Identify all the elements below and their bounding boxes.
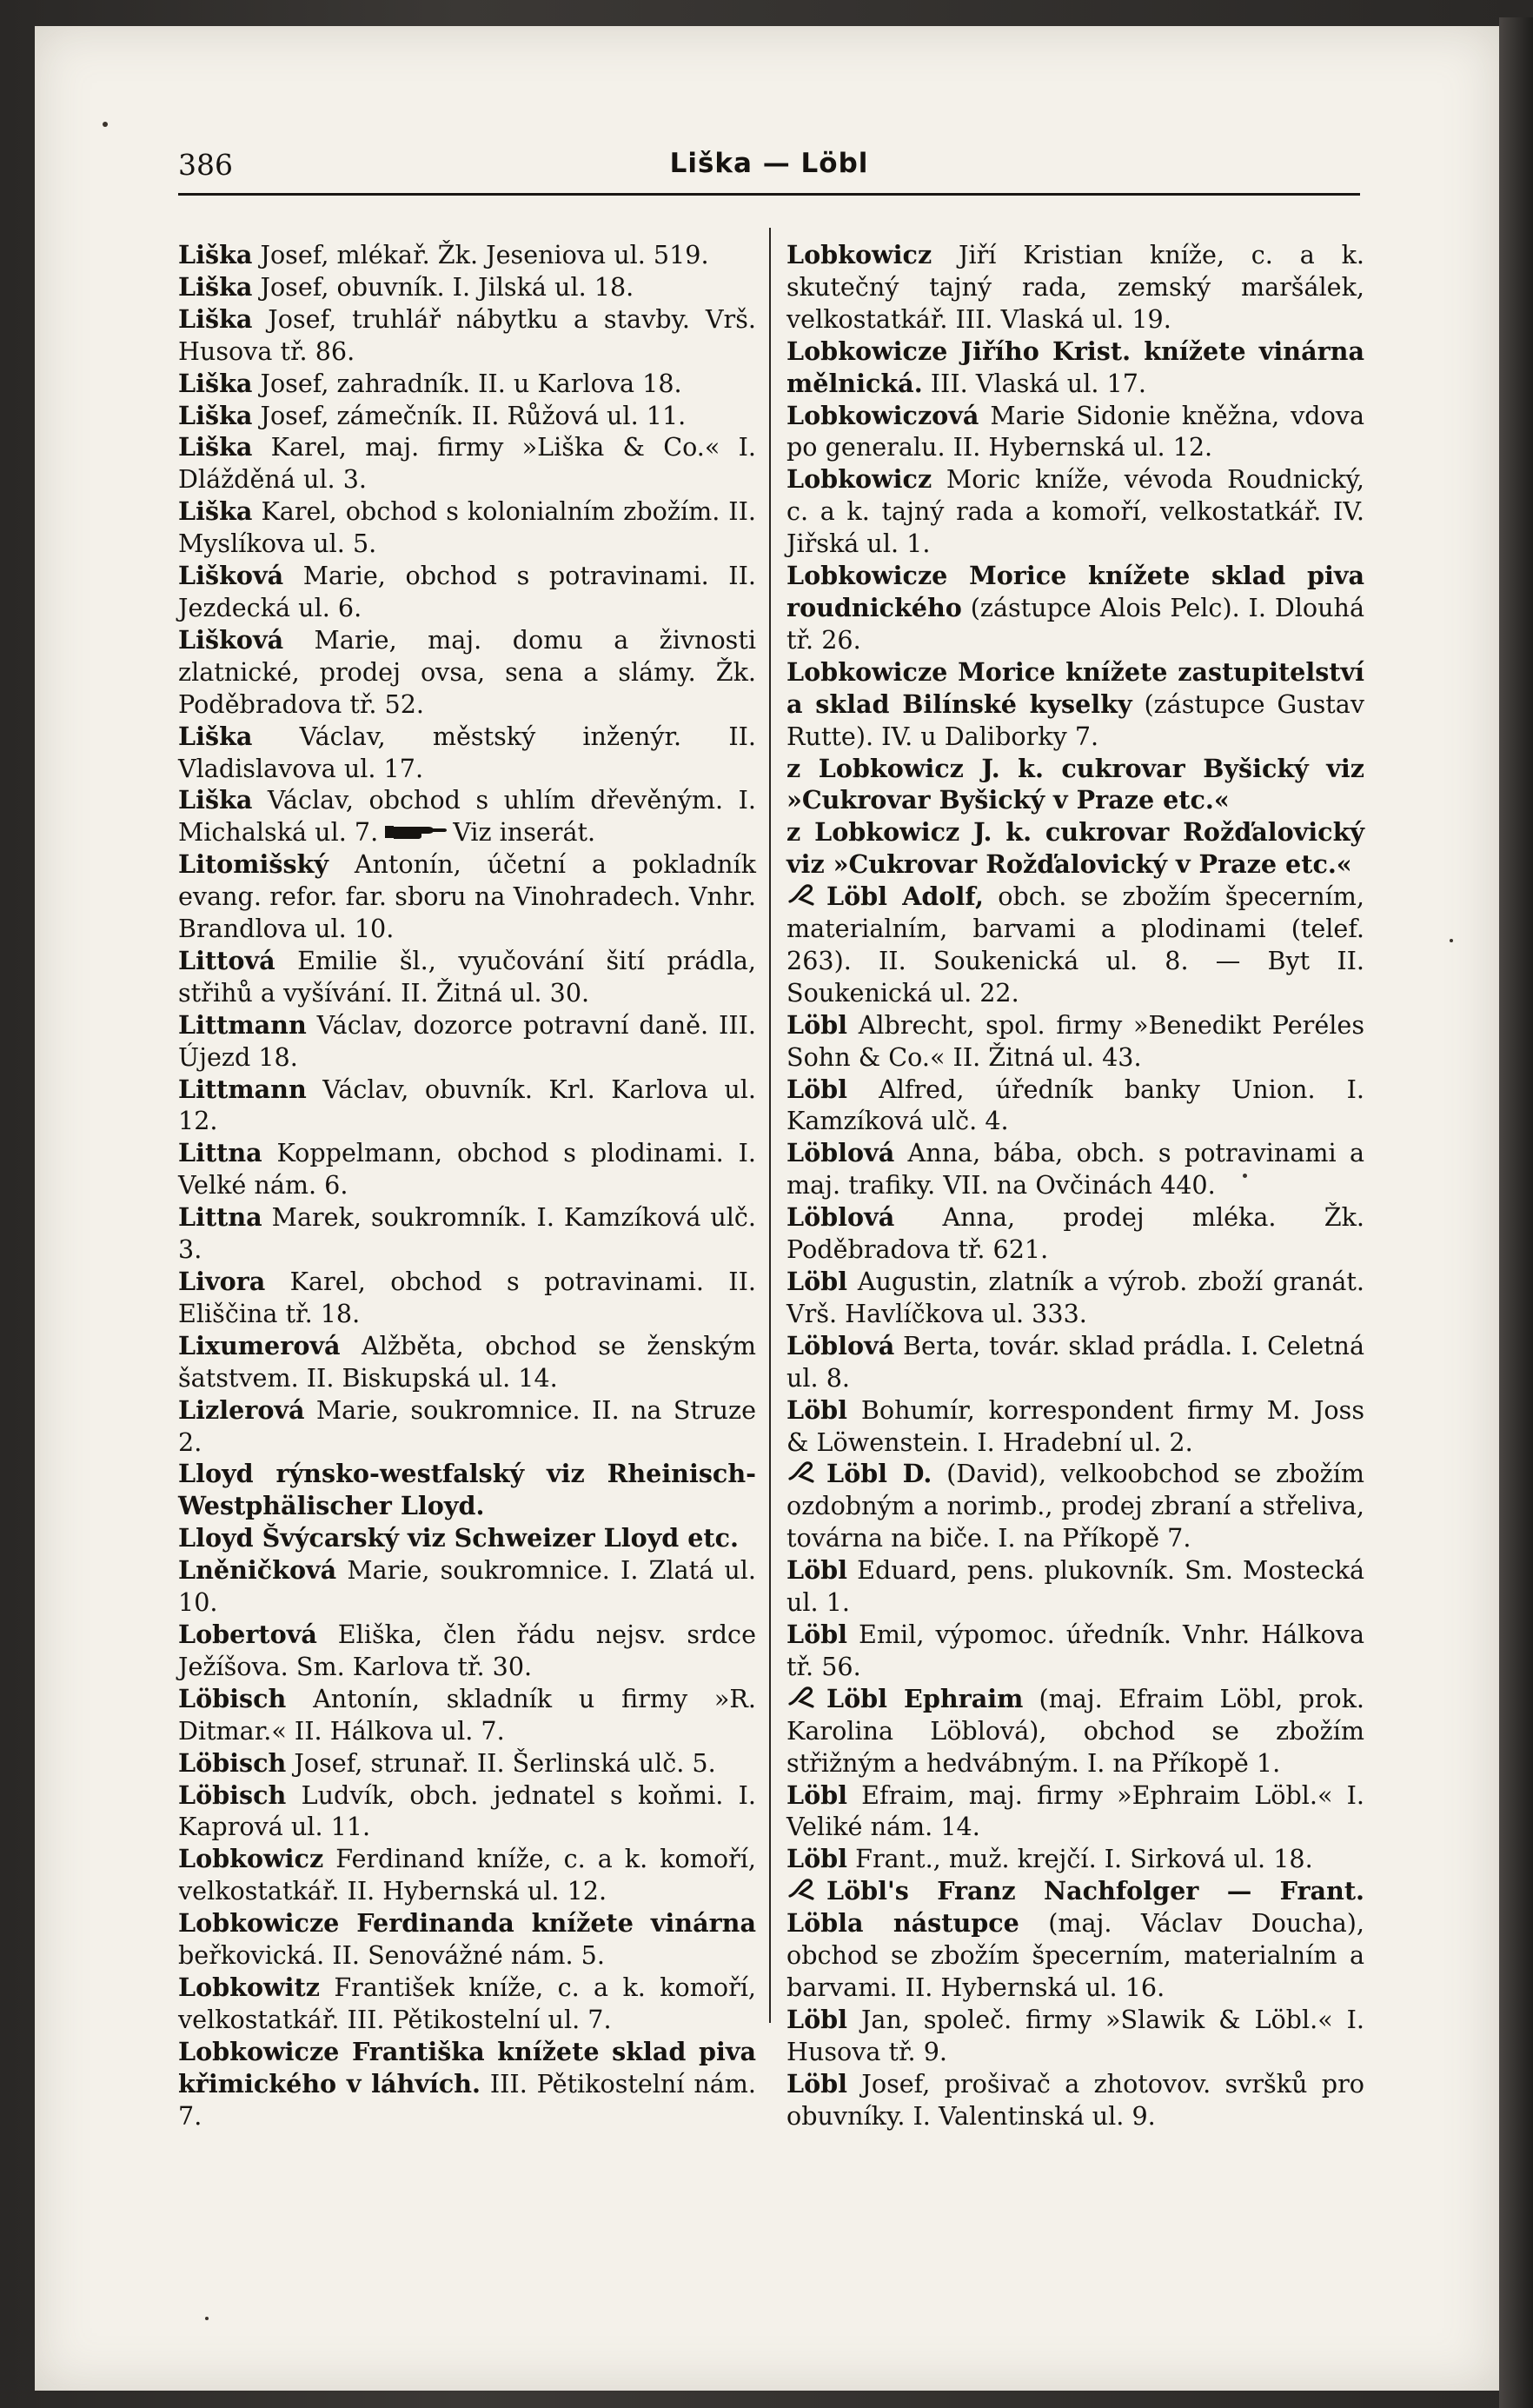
paper-speck xyxy=(103,122,108,127)
directory-entry xyxy=(178,1137,756,1201)
directory-entry xyxy=(786,1009,1364,1074)
entry-name: Löbl xyxy=(786,1009,848,1040)
entry-name: Lobkowicze Františka knížete sklad piva křimického v láhvích. xyxy=(178,2036,756,2099)
entry-details: Albrecht, spol. firmy »Benedikt Peréles Sohn & Co.« II. Žitná ul. 43. xyxy=(786,1009,1364,1072)
directory-entry xyxy=(786,463,1364,560)
entry-details: Karel, maj. firmy »Liška & Co.« I. Dlážděná ul. 3. xyxy=(178,432,756,495)
entry-details: (maj. Václav Doucha), obchod se zbožím špecerním, materialním a barvami. II. Hybernská ul. 16. xyxy=(786,1908,1364,2002)
entry-name: Löbl D. xyxy=(826,1459,932,1489)
paper-speck xyxy=(205,2317,209,2320)
directory-entry xyxy=(178,1619,756,1683)
entry-details: Marie, soukromnice. II. na Struze 2. xyxy=(178,1394,756,1457)
directory-entry xyxy=(786,1458,1364,1554)
directory-entry xyxy=(178,368,756,400)
entry-name: Lobkowicz xyxy=(786,464,932,495)
entry-details: Václav, obchod s uhlím dřevěným. I. Michalská ul. 7. xyxy=(178,785,756,848)
directory-entry xyxy=(786,1779,1364,1844)
entry-name: Lloyd rýnsko-westfalský viz Rheinisch-Westphälischer Lloyd. xyxy=(178,1459,756,1521)
entry-name: Liška xyxy=(178,303,253,334)
directory-entry xyxy=(786,1394,1364,1459)
directory-entry xyxy=(178,1907,756,1972)
entry-name: Liška xyxy=(178,368,253,398)
entry-name: Liška xyxy=(178,496,253,527)
entry-name: Löbl Ephraim xyxy=(826,1683,1024,1713)
trade-mark-icon xyxy=(786,1460,821,1486)
entry-details: Moric kníže, vévoda Roudnický, c. a k. tajný rada a komoří, velkostatkář. IV. Jiřská ul. 1. xyxy=(786,464,1364,559)
entry-details: Ferdinand kníže, c. a k. komoří, velkostatkář. II. Hybernská ul. 12. xyxy=(178,1844,756,1906)
directory-entry xyxy=(178,784,756,848)
directory-entry xyxy=(178,1074,756,1138)
entry-details: Josef, zámečník. II. Růžová ul. 11. xyxy=(252,400,687,430)
entry-name: Lobkowicze Jiřího Krist. knížete vinárna mělnická. xyxy=(786,336,1364,398)
directory-entry xyxy=(178,1009,756,1074)
entry-details: Josef, strunař. II. Šerlinská ulč. 5. xyxy=(286,1747,716,1778)
entry-details: Bohumír, korrespondent firmy M. Joss & Löwenstein. I. Hradební ul. 2. xyxy=(786,1394,1364,1457)
entry-details: Václav, městský inženýr. II. Vladislavova ul. 17. xyxy=(178,721,756,783)
entry-name: Lobkowiczová xyxy=(786,400,979,430)
entry-name: Lišková xyxy=(178,561,284,591)
directory-entry xyxy=(178,1843,756,1907)
directory-entry xyxy=(178,1266,756,1330)
entry-details: Karel, obchod s kolonialním zbožím. II. Myslíkova ul. 5. xyxy=(178,496,756,559)
entry-name: Liška xyxy=(178,721,253,751)
directory-entry xyxy=(178,624,756,721)
entry-name: Lobkowicz xyxy=(178,1844,324,1874)
entry-name: Liška xyxy=(178,240,253,269)
entry-name: Löbl xyxy=(786,1074,848,1104)
entry-details: Marie, soukromnice. I. Zlatá ul. 10. xyxy=(178,1555,756,1618)
entry-details: Jiří Kristian kníže, c. a k. skutečný tajný rada, zemský maršálek, velkostatkář. III. Vlaská ul. 19. xyxy=(786,240,1364,334)
directory-entry xyxy=(786,881,1364,1009)
advert-reference: Viz inserát. xyxy=(453,817,596,848)
entry-name: Löbl xyxy=(786,1619,848,1649)
entry-details: Václav, obuvník. Krl. Karlova ul. 12. xyxy=(178,1074,756,1136)
entry-details: Josef, zahradník. II. u Karlova 18. xyxy=(252,368,682,398)
entry-name: Lixumerová xyxy=(178,1330,341,1360)
trade-mark-icon xyxy=(786,1685,821,1711)
entry-details: Eduard, pens. plukovník. Sm. Mostecká ul. 1. xyxy=(786,1555,1364,1618)
entry-details: Josef, mlékař. Žk. Jeseniova ul. 519. xyxy=(252,240,709,269)
entry-name: Liška xyxy=(178,400,253,430)
entry-details: Ludvík, obch. jednatel s koňmi. I. Kaprová ul. 11. xyxy=(178,1779,756,1842)
directory-entry xyxy=(786,1619,1364,1683)
directory-entry xyxy=(178,431,756,496)
left-column xyxy=(178,239,756,2132)
entry-name: Lobkowicz xyxy=(786,240,932,269)
directory-entry xyxy=(786,656,1364,753)
entry-details: Koppelmann, obchod s plodinami. I. Velké nám. 6. xyxy=(178,1138,756,1201)
directory-entry xyxy=(178,271,756,303)
entry-details: František kníže, c. a k. komoří, velkostatkář. III. Pětikostelní ul. 7. xyxy=(178,1972,756,2034)
entry-details: Antonín, skladník u firmy »R. Ditmar.« II. Hálkova ul. 7. xyxy=(178,1683,756,1746)
entry-details: Václav, dozorce potravní daně. III. Újezd 18. xyxy=(178,1009,756,1072)
page-header xyxy=(178,139,1360,191)
entry-details: Marie Sidonie kněžna, vdova po generalu. II. Hybernská ul. 12. xyxy=(786,400,1364,462)
entry-details: viz »Cukrovar Rožďalovický v Praze etc.« xyxy=(786,849,1352,880)
entry-details: (zástupce Alois Pelc). I. Dlouhá tř. 26. xyxy=(786,592,1364,655)
entry-name: Lloyd Švýcarský viz Schweizer Lloyd etc. xyxy=(178,1523,739,1553)
trade-mark-icon xyxy=(786,1877,821,1903)
entry-name: Löbl xyxy=(786,2004,848,2034)
entry-name: Littová xyxy=(178,945,275,975)
pointing-hand-icon xyxy=(383,819,448,841)
entry-name: Livora xyxy=(178,1267,266,1296)
directory-entry xyxy=(178,1522,756,1554)
directory-entry xyxy=(786,1137,1364,1201)
directory-entry xyxy=(786,1330,1364,1394)
entry-details: Berta, továr. sklad prádla. I. Celetná ul. 8. xyxy=(786,1330,1364,1393)
entry-details: Augustin, zlatník a výrob. zboží granát. Vrš. Havlíčkova ul. 333. xyxy=(786,1267,1364,1328)
entry-details: Karel, obchod s potravinami. II. Eliščina tř. 18. xyxy=(178,1267,756,1328)
directory-entry xyxy=(786,239,1364,336)
directory-entry xyxy=(178,400,756,432)
entry-name: Löbl's Franz Nachfolger — Frant. Löbla nástupce xyxy=(786,1876,1364,1939)
directory-entry xyxy=(786,2068,1364,2132)
entry-details: Frant., muž. krejčí. I. Sirková ul. 18. xyxy=(847,1844,1313,1874)
entry-name: Lobkowicze Morice knížete sklad piva roudnického xyxy=(786,561,1364,622)
entry-details: Anna, bába, obch. s potravinami a maj. trafiky. VII. na Ovčinách 440. xyxy=(786,1138,1364,1201)
entry-details: Alžběta, obchod se ženským šatstvem. II. Biskupská ul. 14. xyxy=(178,1330,756,1393)
directory-entry xyxy=(786,1201,1364,1266)
directory-entry xyxy=(178,1683,756,1747)
entry-details: viz »Cukrovar Byšický v Praze etc.« xyxy=(786,753,1364,815)
entry-name: Littna xyxy=(178,1202,262,1233)
entry-details: obch. se zbožím špecerním, materialním, barvami a plodinami (telef. 263). II. Soukenická ul. 8. — Byt II. Soukenická ul. 22. xyxy=(786,881,1364,1008)
entry-details: Josef, prošivač a zhotovov. svršků pro obuvníky. I. Valentinská ul. 9. xyxy=(786,2068,1364,2131)
directory-entry xyxy=(178,945,756,1009)
paper-speck xyxy=(1243,1174,1247,1178)
directory-entry xyxy=(178,303,756,368)
directory-entry xyxy=(178,1394,756,1459)
directory-entry xyxy=(786,336,1364,400)
entry-name: Löbl Adolf, xyxy=(826,881,984,912)
entry-name: Liška xyxy=(178,432,253,462)
directory-entry xyxy=(786,400,1364,464)
entry-name: Littna xyxy=(178,1138,262,1168)
column-divider xyxy=(769,228,771,2023)
entry-name: Liška xyxy=(178,785,253,815)
entry-name: Lněničková xyxy=(178,1555,337,1586)
directory-entry xyxy=(786,1074,1364,1138)
entry-details: Antonín, účetní a pokladník evang. refor. far. sboru na Vinohradech. Vnhr. Brandlova ul. 10. xyxy=(178,849,756,944)
right-column xyxy=(786,239,1364,2132)
entry-details: Emilie šl., vyučování šití prádla, střihů a vyšívání. II. Žitná ul. 30. xyxy=(178,945,756,1008)
entry-name: Lobkowitz xyxy=(178,1972,320,2002)
entry-name: Löblová xyxy=(786,1202,895,1233)
entry-details: Alfred, úředník banky Union. I. Kamzíková ulč. 4. xyxy=(786,1074,1364,1136)
entry-details: Jan, společ. firmy »Slawik & Löbl.« I. Husova tř. 9. xyxy=(786,2004,1364,2066)
entry-details: Efraim, maj. firmy »Ephraim Löbl.« I. Veliké nám. 14. xyxy=(786,1779,1364,1842)
directory-entry xyxy=(178,1458,756,1522)
directory-entry xyxy=(178,848,756,945)
directory-entry xyxy=(786,1554,1364,1619)
entry-details: Marie, obchod s potravinami. II. Jezdecká ul. 6. xyxy=(178,561,756,622)
entry-name: Löbl xyxy=(786,2068,848,2099)
entry-name: z Lobkowicz J. k. cukrovar Byšický xyxy=(786,753,1309,783)
entry-name: Löbl xyxy=(786,1394,848,1425)
running-title: Liška — Löbl xyxy=(669,148,869,179)
directory-entry xyxy=(178,496,756,560)
directory-entry xyxy=(178,1554,756,1619)
directory-entry xyxy=(786,753,1364,817)
entry-name: Löbisch xyxy=(178,1683,287,1713)
paper-speck xyxy=(1450,939,1453,942)
entry-name: z Lobkowicz J. k. cukrovar Rožďalovický xyxy=(786,817,1364,848)
entry-name: Löbl xyxy=(786,1267,848,1296)
entry-details: Josef, truhlář nábytku a stavby. Vrš. Husova tř. 86. xyxy=(178,303,756,366)
entry-name: Lišková xyxy=(178,624,284,655)
directory-entry xyxy=(786,1875,1364,2004)
entry-name: Löbl xyxy=(786,1779,848,1810)
directory-entry xyxy=(178,1779,756,1844)
directory-entry xyxy=(786,560,1364,656)
directory-entry xyxy=(178,1330,756,1394)
trade-mark-icon xyxy=(786,882,821,908)
header-rule xyxy=(178,193,1360,196)
entry-details: III. Pětikostelní nám. 7. xyxy=(178,2068,756,2131)
entry-details: Marek, soukromník. I. Kamzíková ulč. 3. xyxy=(178,1202,756,1265)
directory-entry xyxy=(178,1747,756,1779)
entry-name: Lobertová xyxy=(178,1619,317,1649)
directory-entry xyxy=(178,2036,756,2132)
entry-name: Lobkowicze Ferdinanda knížete vinárna xyxy=(178,1908,756,1939)
entry-details: Anna, prodej mléka. Žk. Poděbradova tř. 621. xyxy=(786,1202,1364,1265)
entry-name: Löbl xyxy=(786,1844,848,1874)
directory-entry xyxy=(178,721,756,785)
page-number: 386 xyxy=(178,148,233,182)
entry-details: Eliška, člen řádu nejsv. srdce Ježíšova. Sm. Karlova tř. 30. xyxy=(178,1619,756,1681)
entry-details: Josef, obuvník. I. Jilská ul. 18. xyxy=(252,271,634,302)
entry-details: (zástupce Gustav Rutte). IV. u Daliborky 7. xyxy=(786,688,1365,751)
directory-entry xyxy=(178,560,756,624)
entry-name: Littmann xyxy=(178,1074,307,1104)
directory-entry xyxy=(178,239,756,271)
entry-details: Marie, maj. domu a živnosti zlatnické, prodej ovsa, sena a slámy. Žk. Poděbradova tř. 52. xyxy=(178,624,756,719)
entry-name: Lizlerová xyxy=(178,1394,305,1425)
entry-name: Löbisch xyxy=(178,1747,287,1778)
entry-details: beřkovická. II. Senovážné nám. 5. xyxy=(178,1940,605,1971)
entry-details: III. Vlaská ul. 17. xyxy=(922,368,1147,398)
entry-details: (David), velkoobchod se zbožím ozdobným a norimb., prodej zbraní a střeliva, továrna na biče. I. na Příkopě 7. xyxy=(786,1459,1364,1553)
directory-entry xyxy=(786,2004,1364,2068)
directory-entry xyxy=(786,1683,1364,1779)
directory-entry xyxy=(786,1843,1364,1875)
directory-entry xyxy=(786,1266,1364,1330)
entry-details: Emil, výpomoc. úředník. Vnhr. Hálkova tř. 56. xyxy=(786,1619,1364,1681)
directory-entry xyxy=(178,1201,756,1266)
directory-entry xyxy=(786,816,1364,881)
entry-name: Löbisch xyxy=(178,1779,287,1810)
entry-details: (maj. Efraim Löbl, prok. Karolina Löblová), obchod se zbožím střižným a hedvábným. I. na Příkopě 1. xyxy=(786,1683,1364,1778)
entry-name: Lobkowicze Morice knížete zastupitelství a sklad Bilínské kyselky xyxy=(786,656,1364,719)
entry-name: Litomišský xyxy=(178,849,328,880)
directory-entry xyxy=(178,1972,756,2036)
scan-edge-shadow xyxy=(1499,17,1533,2408)
entry-name: Löbl xyxy=(786,1555,848,1586)
entry-name: Löblová xyxy=(786,1138,895,1168)
entry-name: Littmann xyxy=(178,1009,307,1040)
entry-name: Liška xyxy=(178,271,253,302)
entry-name: Löblová xyxy=(786,1330,895,1360)
